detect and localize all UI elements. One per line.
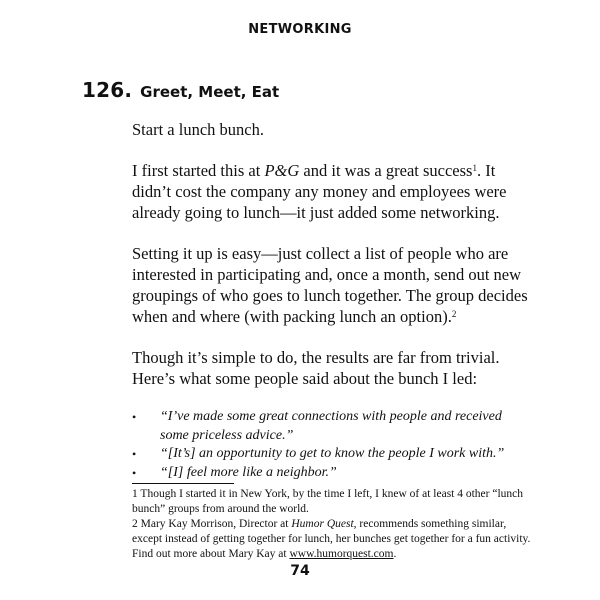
quote-item	[132, 445, 532, 464]
paragraph-intro: Start a lunch bunch.	[132, 120, 264, 139]
paragraph-origin-text-c: . It didn’t cost the company any money and employees were already going to lunch—it just added some networking.	[132, 161, 507, 222]
paragraph-setup-text: Setting it up is easy—just collect a list of people who are interested in participating and, once a month, send out new groupings of who goes to lunch together. The group decides when and where (with packing lunch an option).	[132, 244, 528, 326]
footnote-divider	[132, 483, 234, 484]
footnote-2-end: .	[393, 548, 397, 560]
quote-item	[132, 408, 532, 445]
bullet-icon: •	[132, 465, 137, 480]
footnote-1: 1 Though I started it in New York, by the time I left, I knew of at least 4 other “lunch bunch” groups from around the world.	[132, 488, 524, 515]
quote-text: “[It’s] an opportunity to get to know the people I work with.”	[160, 446, 505, 461]
paragraph-origin-text-a: I first started this at	[132, 161, 265, 180]
paragraph-origin-text-b: and it was a great success	[299, 161, 473, 180]
humorquest-link[interactable]: www.humorquest.com	[289, 548, 394, 560]
company-name: P&G	[264, 161, 300, 180]
paragraph-results: Though it’s simple to do, the results are far from trivial. Here’s what some people said about the bunch I led:	[132, 348, 500, 388]
organization-name: Humor Quest	[291, 518, 354, 530]
bullet-icon: •	[132, 410, 137, 424]
quote-item	[132, 464, 532, 483]
quote-list	[132, 408, 532, 482]
main-text	[132, 119, 532, 482]
footnote-ref-2: 2	[451, 309, 457, 319]
tip-number: 126.	[82, 78, 133, 102]
paragraph-origin	[132, 160, 532, 223]
quote-text: “[I] feel more like a neighbor.”	[160, 464, 337, 480]
footnote-2-text-b: , recommends something similar, except instead of getting together for lunch, her bunches get together for a fun activity. Find out more about Mary Kay at	[132, 518, 531, 560]
footnote-2	[132, 517, 532, 562]
footnote-ref-1: 1	[472, 163, 477, 173]
page-number: 74	[290, 563, 310, 579]
tip-heading	[82, 78, 279, 102]
footnotes	[132, 487, 532, 562]
tip-title: Greet, Meet, Eat	[140, 83, 280, 101]
bullet-icon: •	[132, 447, 137, 461]
footnote-2-text-a: 2 Mary Kay Morrison, Director at	[132, 518, 292, 530]
section-header: NETWORKING	[248, 22, 352, 37]
paragraph-setup	[132, 243, 532, 327]
quote-text: “I’ve made some great connections with people and received some priceless advice.”	[160, 409, 502, 443]
